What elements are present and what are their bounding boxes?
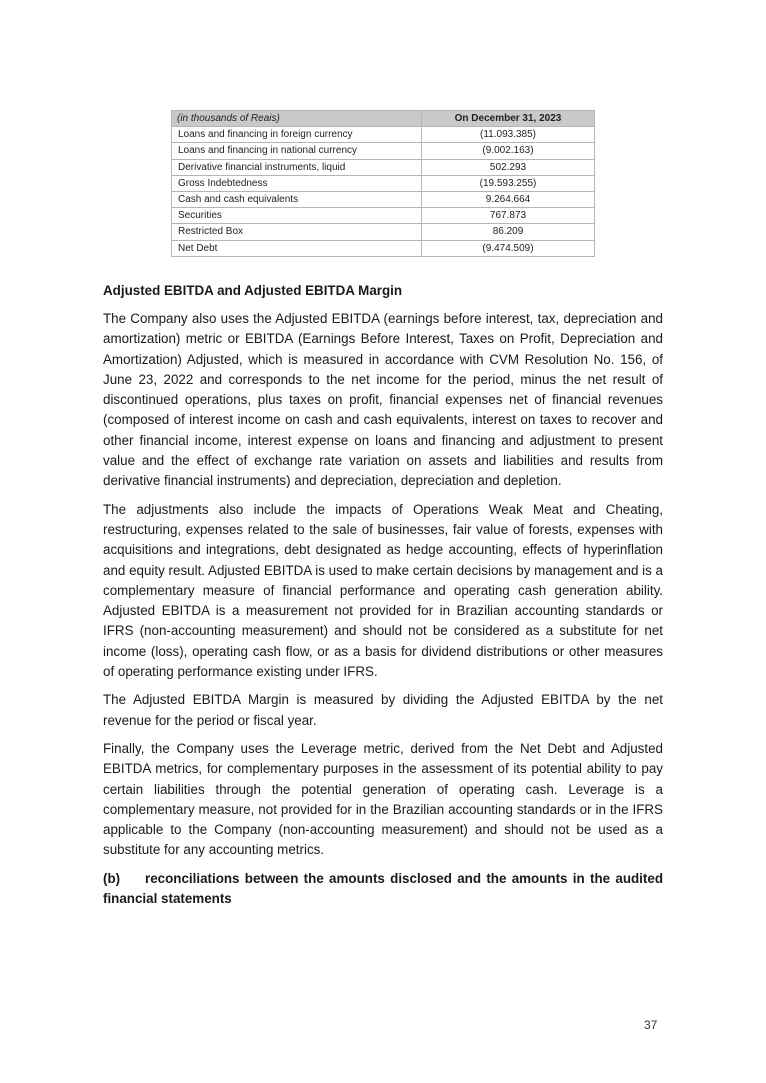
table-row (172, 175, 595, 191)
row-value: 86.209 (422, 224, 595, 240)
body-content (103, 281, 663, 909)
row-value: (19.593.255) (422, 175, 595, 191)
row-label: Gross Indebtedness (172, 175, 422, 191)
table-row (172, 191, 595, 207)
row-value: 767.873 (422, 208, 595, 224)
row-label: Loans and financing in foreign currency (172, 127, 422, 143)
section-heading: Adjusted EBITDA and Adjusted EBITDA Margin (103, 283, 403, 298)
table-date-header: On December 31, 2023 (422, 111, 595, 127)
row-label: Loans and financing in national currency (172, 143, 422, 159)
table-row (172, 127, 595, 143)
page-number: 37 (644, 1018, 658, 1032)
subsection-heading (103, 869, 663, 910)
row-value: (9.474.509) (422, 240, 595, 256)
paragraph: The adjustments also include the impacts of Operations Weak Meat and Cheating, restructuring, expenses related to the sale of businesses, fair value of forests, expenses with acquisitions and integrations, debt designated as hedge accounting, effects of hyperinflation and equity result. Adjusted EBITDA is used to make certain decisions by management and is a complementary measure of financial performance and operating cash generation ability. Adjusted EBITDA is a measurement not provided for in Brazilian accounting standards or IFRS (non-accounting measurement) and should not be considered as a substitute for net income (loss), operating cash flow, or as a basis for dividend distributions or other measures of operating performance existing under IFRS. (103, 501, 663, 680)
row-label: Cash and cash equivalents (172, 191, 422, 207)
row-label: Securities (172, 208, 422, 224)
paragraph: Finally, the Company uses the Leverage metric, derived from the Net Debt and Adjusted EBITDA metrics, for complementary purposes in the assessment of its potential ability to pay certain liabilities through the potential generation of operating cash. Leverage is a complementary measure, not provided for in the Brazilian accounting standards or in the IFRS applicable to the Company (non-accounting measurement) and should not be used as a substitute for any accounting metrics. (103, 740, 663, 858)
row-value: 502.293 (422, 159, 595, 175)
table-row (172, 143, 595, 159)
row-label: Restricted Box (172, 224, 422, 240)
paragraph: The Company also uses the Adjusted EBITDA (earnings before interest, tax, depreciation and amortization) metric or EBITDA (Earnings Before Interest, Taxes on Profit, Depreciation and Amortization) Adjusted, which is measured in accordance with CVM Resolution No. 156, of June 23, 2022 and corresponds to the net income for the period, minus the net result of discontinued operations, plus taxes on profit, financial expenses net of financial revenues (composed of interest income on cash and cash equivalents, interest on taxes to recover and other financial income, interest expense on loans and financing and adjustment to present value and the effect of exchange rate variation on assets and liabilities and results from derivative financial instruments) and depreciation, depreciation and depletion. (103, 311, 663, 489)
row-label: Net Debt (172, 240, 422, 256)
table-header-row (172, 111, 595, 127)
table-row (172, 224, 595, 240)
paragraph: The Adjusted EBITDA Margin is measured by dividing the Adjusted EBITDA by the net revenue for the period or fiscal year. (103, 692, 663, 728)
table-row (172, 208, 595, 224)
row-value: (11.093.385) (422, 127, 595, 143)
table-unit-header: (in thousands of Reais) (172, 111, 422, 127)
table-row (172, 159, 595, 175)
row-label: Derivative financial instruments, liquid (172, 159, 422, 175)
table-row (172, 240, 595, 256)
subsection-marker: (b) (103, 870, 121, 886)
net-debt-table (171, 110, 595, 257)
row-value: (9.002.163) (422, 143, 595, 159)
subsection-title: reconciliations between the amounts disclosed and the amounts in the audited financial statements (103, 870, 663, 907)
row-value: 9.264.664 (422, 191, 595, 207)
